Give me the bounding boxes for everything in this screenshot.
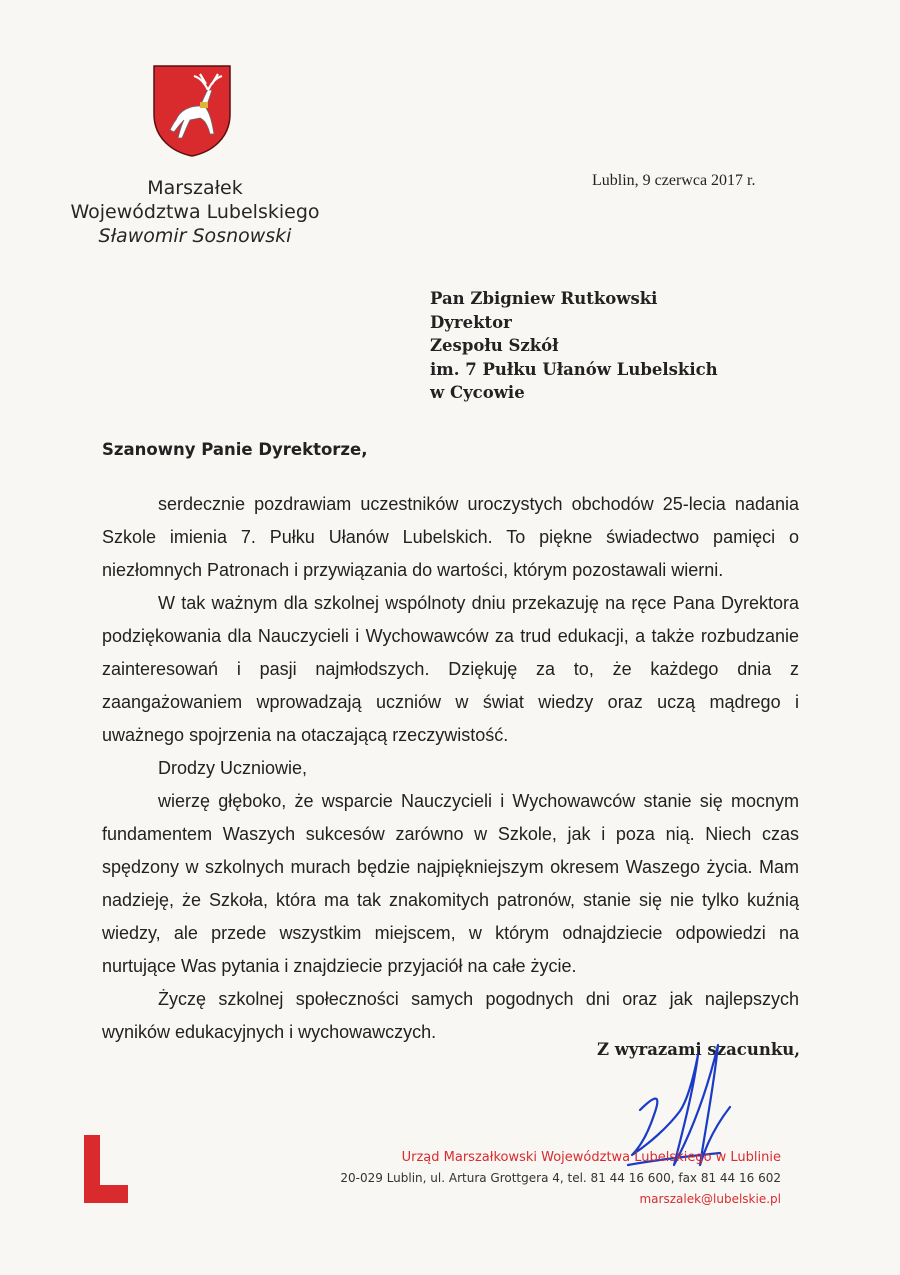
recipient-location: w Cycowie [430,383,525,402]
paragraph: wierzę głęboko, że wsparcie Nauczycieli i Wychowawców stanie się mocnym fundamentem Waszych sukcesów zarówno w Szkole, jak i poza nią. Niech czas spędzony w szkolnych murach będzie najpiękniejszym okresem Waszego życia. Mam nadzieję, że Szkoła, która ma tak znakomitych patronów, stanie się nie tylko kuźnią wiedzy, ale przede wszystkim miejscem, w którym odnajdziecie odpowiedzi na nurtujące Was pytania i znajdziecie przyjaciół na całe życie. [102,791,799,976]
recipient-position: Dyrektor [430,312,512,332]
sender-region: Województwa Lubelskiego [70,201,320,223]
sender-block [40,176,350,248]
closing: Z wyrazami szacunku, [596,1040,800,1059]
recipient-patron: im. 7 Pułku Ułanów Lubelskich [430,359,718,379]
paragraph: W tak ważnym dla szkolnej wspólnoty dniu przekazuję na ręce Pana Dyrektora podziękowania dla Nauczycieli i Wychowawców za trud edukacji, a także rozbudzanie zainteresowań i pasji najmłodszych. Dziękuję za to, że każdego dnia z zaangażowaniem wprowadzają uczniów w świat wiedzy oraz uczą mądrego i uważnego spojrzenia na otaczającą rzeczywistość. [102,593,799,745]
recipient-block [430,287,718,405]
letter-date: Lublin, 9 czerwca 2017 r. [592,172,756,189]
greeting: Szanowny Panie Dyrektorze, [102,440,368,459]
letter-body [102,488,799,1049]
footer-email-link[interactable]: marszalek@lubelskie.pl [639,1192,781,1206]
sender-title: Marszałek [147,177,243,199]
footer-office: Urząd Marszałkowski Województwa Lubelskiego w Lublinie [401,1150,781,1165]
paragraph: Drodzy Uczniowie, [158,758,308,778]
deer-coat-of-arms-icon [150,62,234,158]
footer-address: 20-029 Lublin, ul. Artura Grottgera 4, tel. 81 44 16 600, fax 81 44 16 602 [340,1171,781,1185]
recipient-name: Pan Zbigniew Rutkowski [430,289,658,308]
paragraph: Życzę szkolnej społeczności samych pogodnych dni oraz jak najlepszych wyników edukacyjnych i wychowawczych. [102,989,799,1042]
recipient-institution: Zespołu Szkół [430,336,559,355]
paragraph: serdecznie pozdrawiam uczestników uroczystych obchodów 25-lecia nadania Szkole imienia 7. Pułku Ułanów Lubelskich. To piękne świadectwo pamięci o niezłomnych Patronach i przywiązania do wartości, którym pozostawali wierni. [102,494,799,580]
footer [340,1147,781,1210]
sender-name: Sławomir Sosnowski [98,225,292,247]
letter-l-logo-icon [82,1135,130,1203]
